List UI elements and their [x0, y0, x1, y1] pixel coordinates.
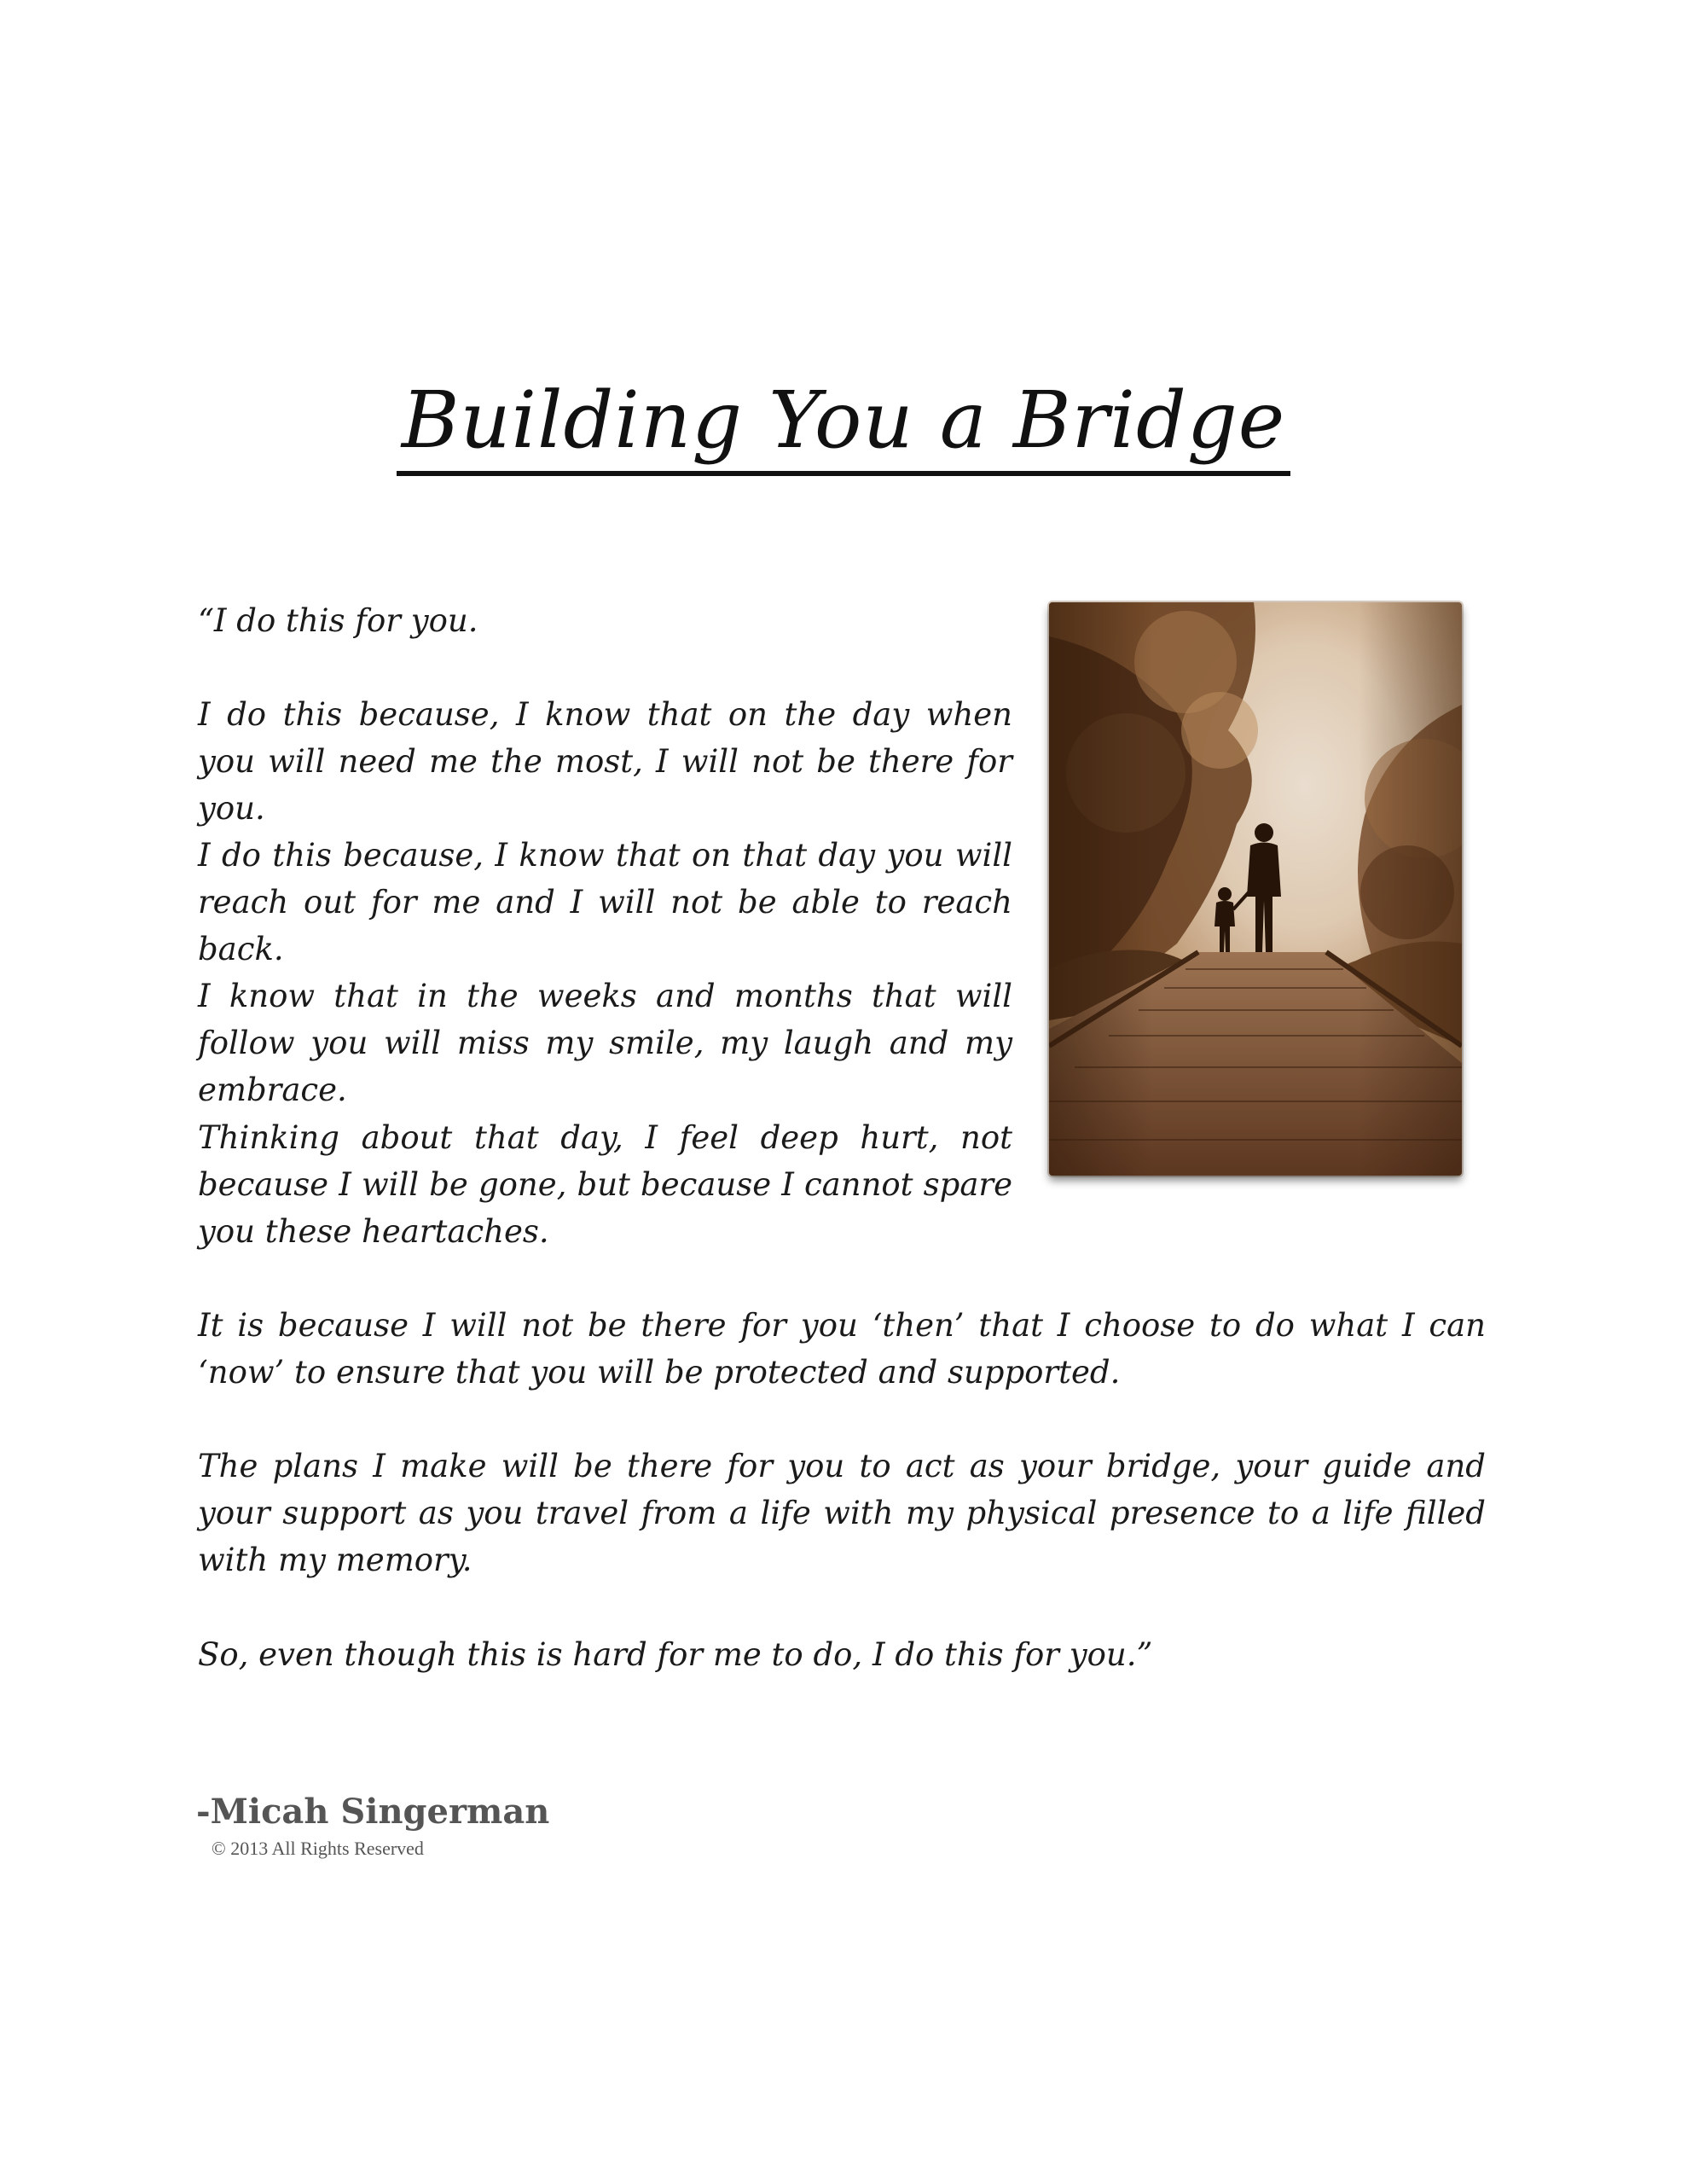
photo-illustration: [1049, 602, 1462, 1176]
title-container: [0, 375, 1687, 476]
poem-paragraph-4: I know that in the weeks and months that will follow you will miss my smile, my laugh and my embrace.: [198, 978, 1012, 1108]
poem-paragraph-3: I do this because, I know that on that day you will reach out for me and I will not be able to reach back.: [198, 837, 1012, 967]
poem-paragraph-1: “I do this for you.: [198, 602, 478, 639]
page-title: Building You a Bridge: [397, 375, 1290, 476]
poem-paragraph-2: I do this because, I know that on the day when you will need me the most, I will not be there for you.: [198, 696, 1012, 827]
poem-paragraph-8: So, even though this is hard for me to do, I do this for you.”: [198, 1636, 1153, 1673]
poem-paragraph-7: The plans I make will be there for you to act as your bridge, your guide and your support as you travel from a life with my physical presence to a life filled with my memory.: [198, 1448, 1486, 1578]
poem-paragraph-6: It is because I will not be there for you ‘then’ that I choose to do what I can ‘now’ to ensure that you will be protected and supported.: [198, 1307, 1486, 1391]
author-signature: -Micah Singerman: [196, 1792, 550, 1832]
father-and-child-walking-boardwalk-photo: [1049, 602, 1462, 1176]
copyright-notice: © 2013 All Rights Reserved: [212, 1838, 424, 1859]
poem-paragraph-5: Thinking about that day, I feel deep hurt, not because I will be gone, but because I cannot spare you these heartaches.: [198, 1119, 1012, 1250]
